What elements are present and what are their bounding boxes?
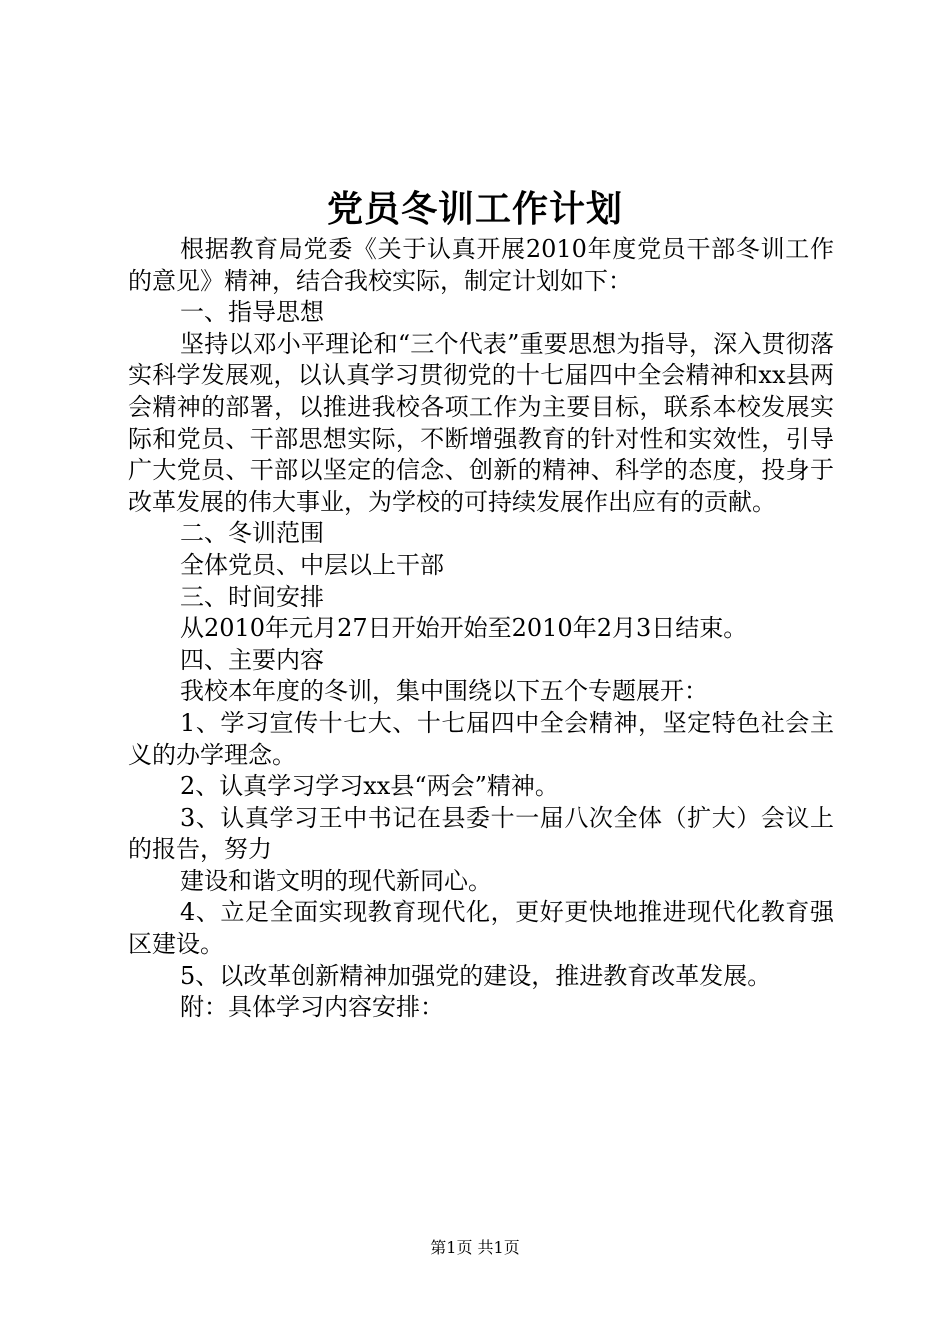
section-heading-guiding-ideology: 一、指导思想 [180, 298, 324, 327]
section-heading-main-content: 四、主要内容 [180, 645, 324, 674]
main-content-intro: 我校本年度的冬训，集中围绕以下五个专题展开： [180, 677, 708, 706]
appendix-note: 附：具体学习内容安排： [180, 993, 444, 1022]
topic-item-5: 5、以改革创新精神加强党的建设，推进教育改革发展。 [180, 961, 772, 990]
section-heading-schedule: 三、时间安排 [180, 582, 324, 611]
topic-item-3-continued: 建设和谐文明的现代新同心。 [180, 866, 492, 895]
topic-item-2: 2、认真学习学习xx县“两会”精神。 [180, 772, 559, 801]
document-body [128, 234, 834, 1024]
section-heading-scope: 二、冬训范围 [180, 519, 324, 548]
topic-item-1: 1、学习宣传十七大、十七届四中全会精神，坚定特色社会主义的办学理念。 [128, 708, 834, 769]
document-title: 党员冬训工作计划 [326, 188, 623, 230]
scope-paragraph: 全体党员、中层以上干部 [180, 550, 444, 579]
guiding-ideology-paragraph: 坚持以邓小平理论和“三个代表”重要思想为指导，深入贯彻落实科学发展观，以认真学习贯彻党的十七届四中全会精神和xx县两会精神的部署，以推进我校各项工作为主要目标，联系本校发展实际和党员、干部思想实际，不断增强教育的针对性和实效性，引导广大党员、干部以坚定的信念、创新的精神、科学的态度，投身于改革发展的伟大事业，为学校的可持续发展作出应有的贡献。 [128, 329, 834, 516]
topic-item-4: 4、立足全面实现教育现代化，更好更快地推进现代化教育强区建设。 [128, 898, 834, 959]
intro-paragraph: 根据教育局党委《关于认真开展2010年度党员干部冬训工作的意见》精神，结合我校实际，制定计划如下： [128, 235, 834, 295]
page-footer: 第1页 共1页 [430, 1238, 520, 1257]
topic-item-3: 3、认真学习王中书记在县委十一届八次全体（扩大）会议上的报告，努力 [128, 803, 834, 864]
schedule-paragraph: 从2010年元月27日开始开始至2010年2月3日结束。 [180, 614, 748, 643]
